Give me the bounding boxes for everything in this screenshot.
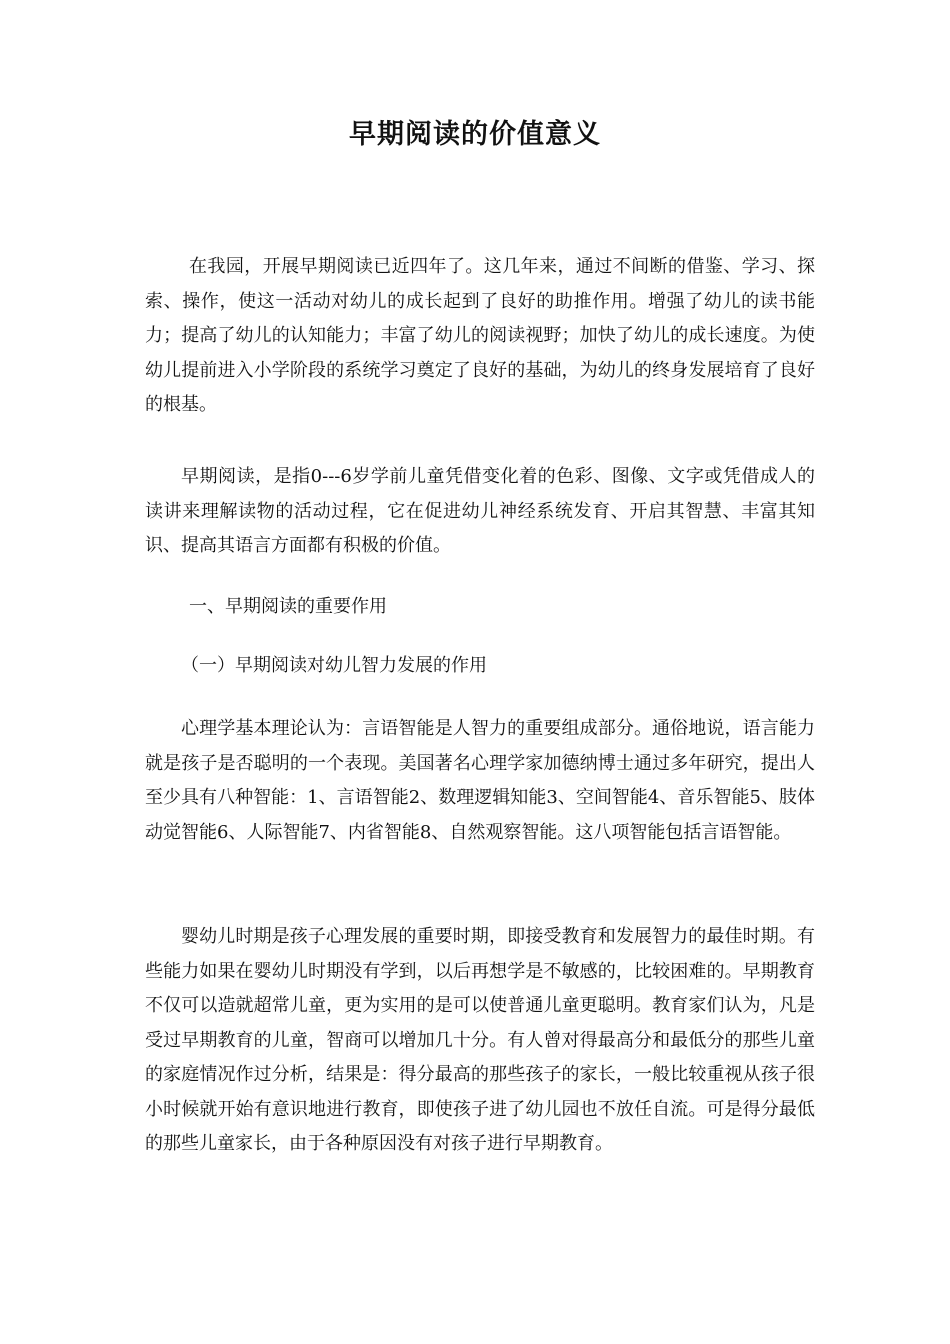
paragraph-early-education: 婴幼儿时期是孩子心理发展的重要时期，即接受教育和发展智力的最佳时期。有些能力如果在婴幼儿时期没有学到，以后再想学是不敏感的，比较困难的。早期教育不仅可以造就超常儿童，更为实用的是可以使普通儿童更聪明。教育家们认为，凡是受过早期教育的儿童，智商可以增加几十分。有人曾对得最高分和最低分的那些儿童的家庭情况作过分析，结果是：得分最高的那些孩子的家长，一般比较重视从孩子很小时候就开始有意识地进行教育，即使孩子进了幼儿园也不放任自流。可是得分最低的那些儿童家长，由于各种原因没有对孩子进行早期教育。 (145, 926, 815, 1154)
subsection-heading: （一）早期阅读对幼儿智力发展的作用 (181, 655, 487, 676)
document-title: 早期阅读的价值意义 (349, 119, 601, 150)
paragraph-intro: 在我园，开展早期阅读已近四年了。这几年来，通过不间断的借鉴、学习、探索、操作，使这一活动对幼儿的成长起到了良好的助推作用。增强了幼儿的读书能力；提高了幼儿的认知能力；丰富了幼儿的阅读视野；加快了幼儿的成长速度。为使幼儿提前进入小学阶段的系统学习奠定了良好的基础，为幼儿的终身发展培育了良好的根基。 (145, 256, 815, 415)
section-heading: 一、早期阅读的重要作用 (189, 596, 387, 617)
paragraph-definition: 早期阅读，是指0---6岁学前儿童凭借变化着的色彩、图像、文字或凭借成人的读讲来理解读物的活动过程，它在促进幼儿神经系统发育、开启其智慧、丰富其知识、提高其语言方面都有积极的价值。 (145, 466, 815, 556)
paragraph-psychology-theory: 心理学基本理论认为：言语智能是人智力的重要组成部分。通俗地说，语言能力就是孩子是否聪明的一个表现。美国著名心理学家加德纳博士通过多年研究，提出人至少具有八种智能：1、言语智能2、数理逻辑知能3、空间智能4、音乐智能5、肢体动觉智能6、人际智能7、内省智能8、自然观察智能。这八项智能包括言语智能。 (145, 718, 815, 843)
